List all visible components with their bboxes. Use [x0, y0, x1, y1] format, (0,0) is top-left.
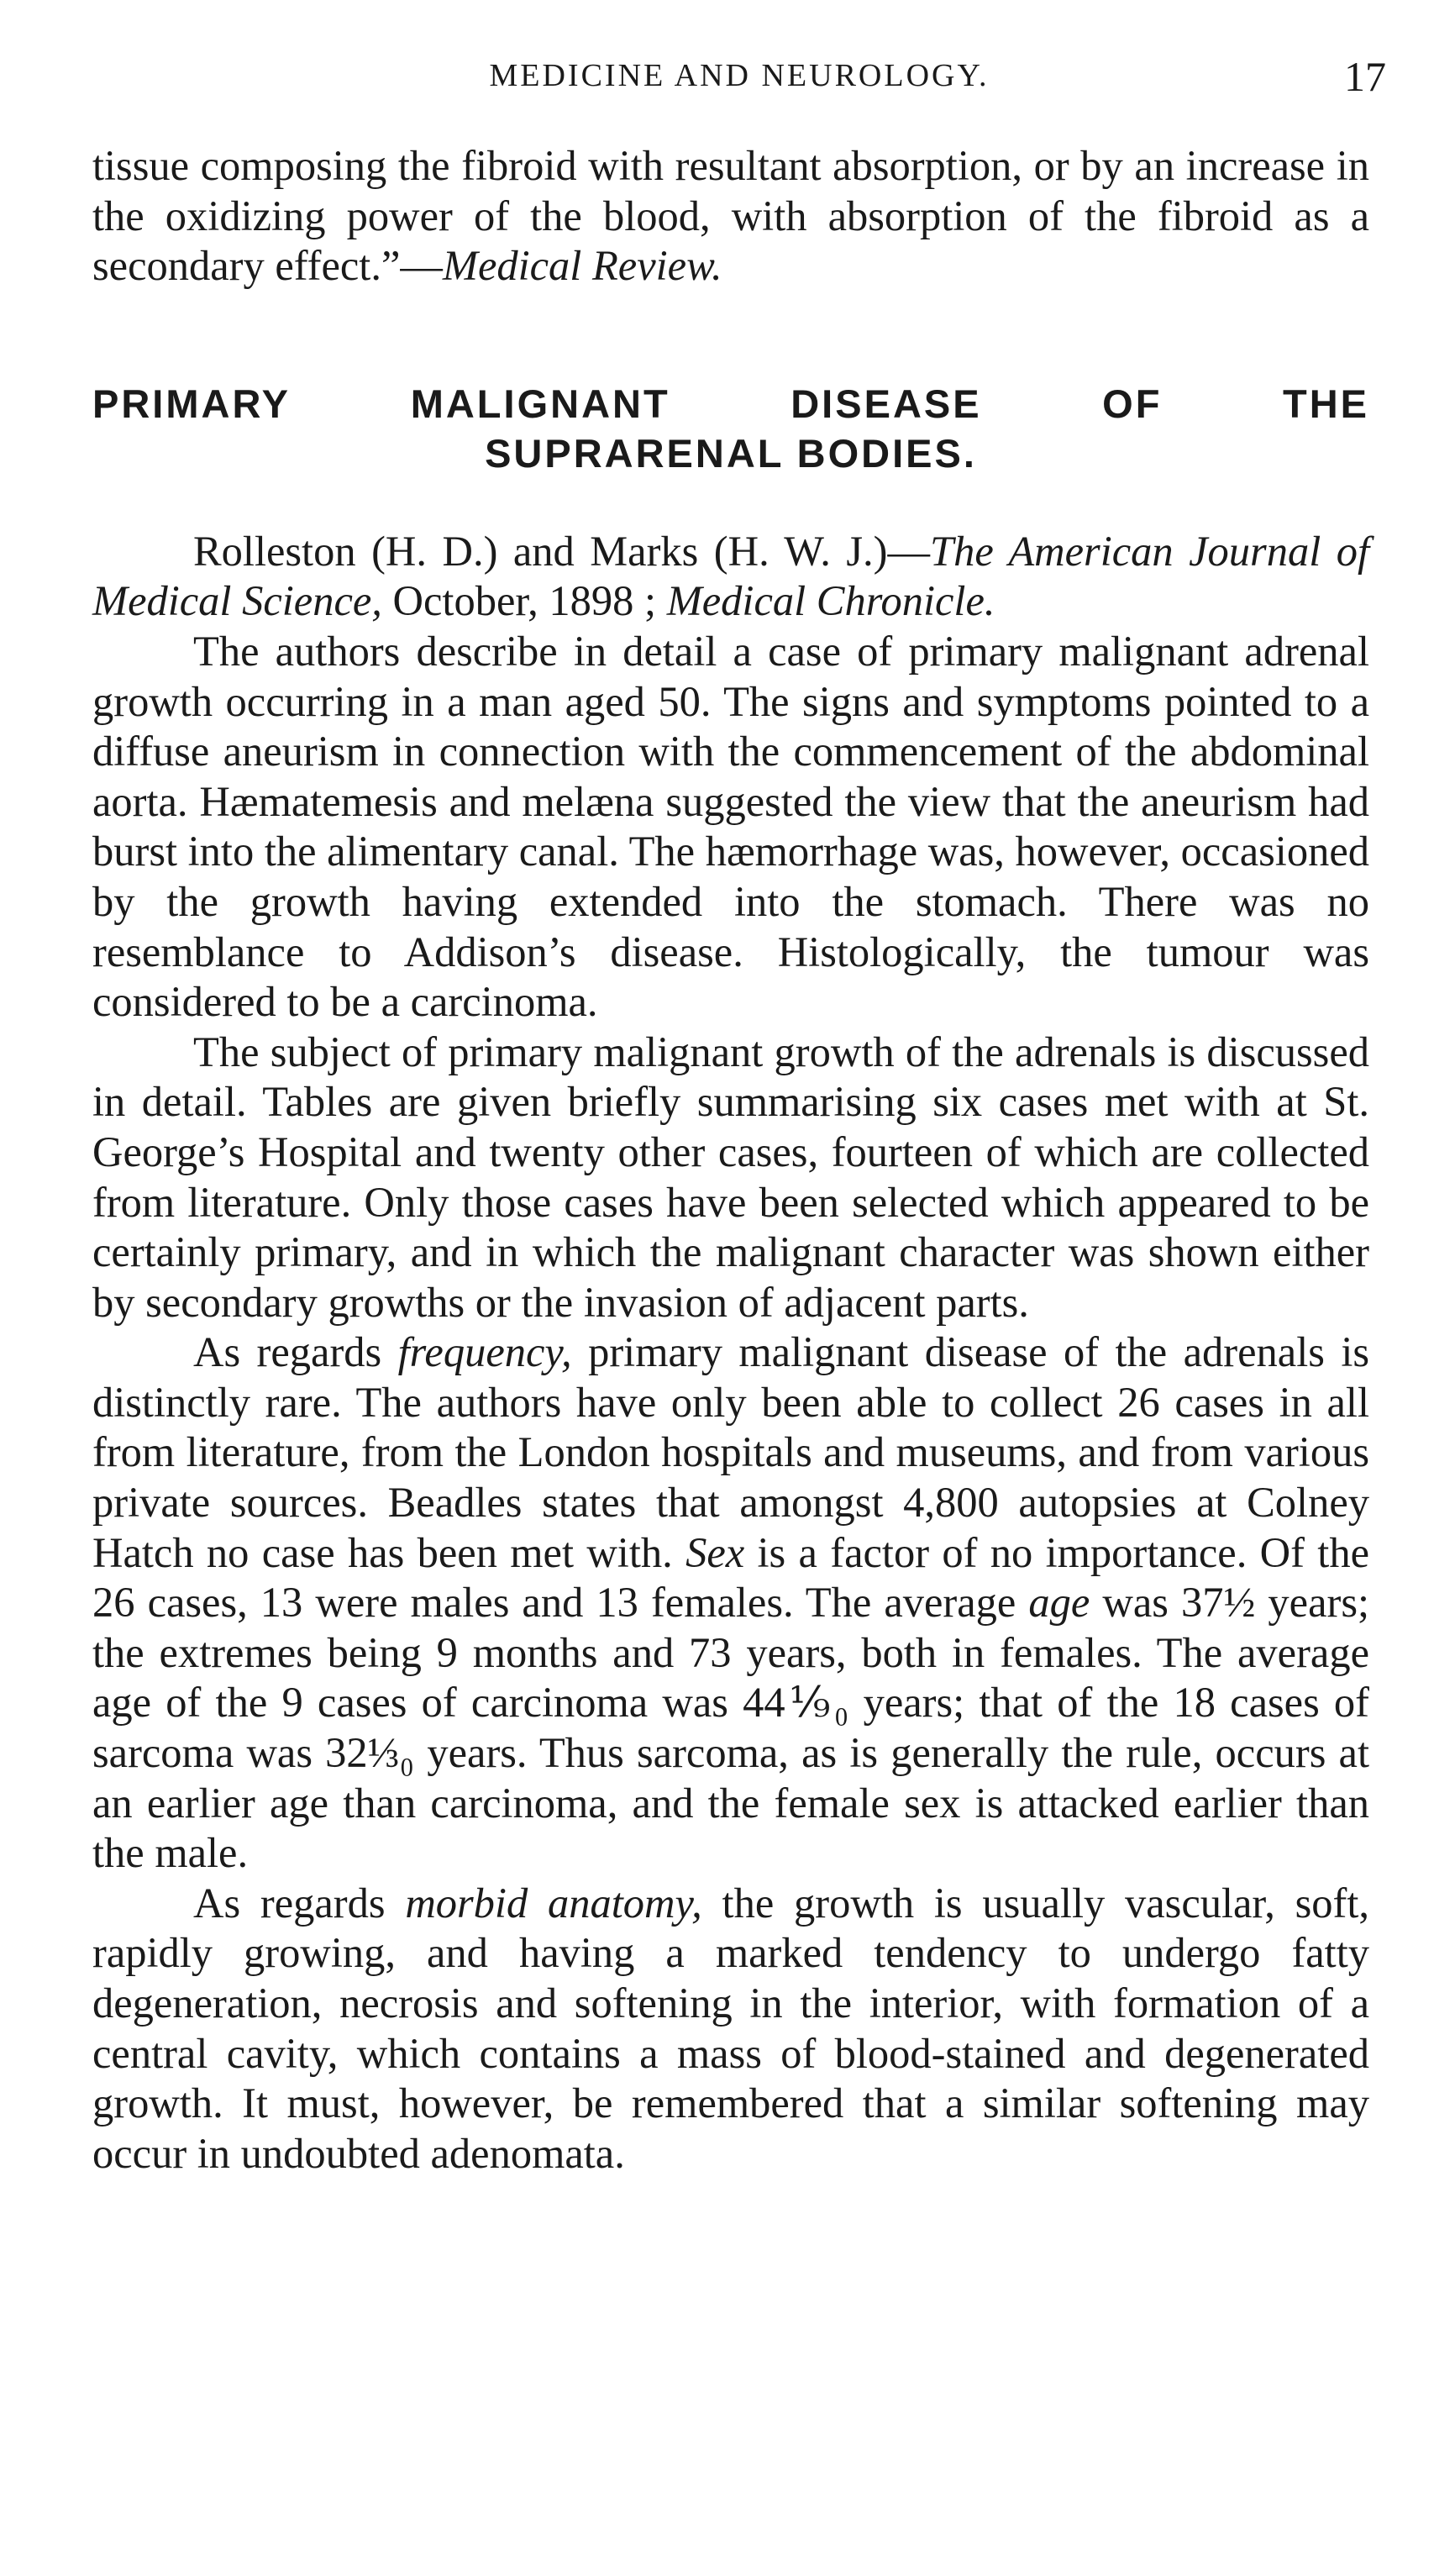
- morbid-anatomy-text-a: As regards: [193, 1879, 406, 1927]
- paragraph-frequency: [92, 1327, 1369, 1879]
- frequency-term: frequency,: [397, 1328, 572, 1376]
- sex-term: Sex: [685, 1528, 745, 1576]
- paragraph-morbid-anatomy: [92, 1879, 1369, 2179]
- frequency-text-b: primary malignant disease of the adrenals is distinctly rare. The authors have only been able to collect 26 cases in all from literature, from the London hospitals and museums, and from various private sources. Beadles states that amongst 4,800 autopsies at Colney Hatch no case has been met with.: [92, 1328, 1369, 1576]
- age-term: age: [1028, 1579, 1090, 1627]
- paragraph-subject-discussion: The subject of primary malignant growth of the adrenals is discussed in detail. Tables are given briefly summarising six cases met with at St. George’s Hospital and twenty other cases, fourteen of which are collected from literature. Only those cases have been selected which appeared to be certainly primary, and in which the malignant character was shown either by secondary growths or the invasion of adjacent parts.: [92, 1028, 1369, 1326]
- frequency-text-d: was 37½ years; the extremes being 9 months and 73 years, both in females. The average age of the 9 cases of carcinoma was 44⅑₀ years; that of the 18 cases of sarcoma was 32⅓₀ years. Thus sarcoma, as is generally the rule, occurs at an earlier age than carcinoma, and the female sex is attacked earlier than the male.: [92, 1579, 1370, 1877]
- citation-paragraph: [92, 527, 1369, 627]
- frequency-text-a: As regards: [193, 1328, 398, 1376]
- section-title-line-2: SUPRARENAL BODIES.: [485, 430, 977, 476]
- continuation-source: Medical Review.: [442, 242, 722, 290]
- running-head: [92, 52, 1386, 103]
- continuation-text: tissue composing the fibroid with resultant absorption, or by an increase in the oxidizing power of the blood, with absorption of the fibroid as a secondary effect.”—: [92, 142, 1369, 290]
- continuation-paragraph: [92, 141, 1369, 292]
- citation-authors: Rolleston (H. D.) and Marks (H. W. J.)—: [193, 527, 930, 575]
- section-title-line-1: PRIMARY MALIGNANT DISEASE OF THE: [92, 381, 1369, 426]
- citation-date: October, 1898 ;: [381, 577, 667, 625]
- citation-journal: The American Journal of Medical Science,: [92, 527, 1369, 625]
- section-title: [92, 379, 1369, 478]
- running-title: MEDICINE AND NEUROLOGY.: [489, 58, 990, 93]
- morbid-anatomy-term: morbid anatomy,: [405, 1879, 702, 1927]
- frequency-text-c: is a factor of no importance. Of the 26 cases, 13 were males and 13 females. The average: [92, 1528, 1369, 1627]
- morbid-anatomy-text-b: the growth is usually vascular, soft, rapidly growing, and having a marked tendency to undergo fatty degeneration, necrosis and softening in the interior, with formation of a central cavity, which contains a mass of blood-stained and degenerated growth. It must, however, be remembered that a similar softening may occur in undoubted adenomata.: [92, 1879, 1370, 2177]
- body-text: [92, 141, 1369, 2179]
- page-number: 17: [1344, 53, 1386, 100]
- citation-secondary-source: Medical Chronicle.: [666, 577, 995, 625]
- paragraph-case-description: The authors describe in detail a case of primary malignant adrenal growth occurring in a man aged 50. The signs and symptoms pointed to a diffuse aneurism in connection with the commencement of the abdominal aorta. Hæmatemesis and melæna suggested the view that the aneurism had burst into the alimentary canal. The hæmorrhage was, however, occasioned by the growth having extended into the stomach. There was no resemblance to Addison’s disease. Histologically, the tumour was considered to be a carcinoma.: [92, 627, 1369, 1026]
